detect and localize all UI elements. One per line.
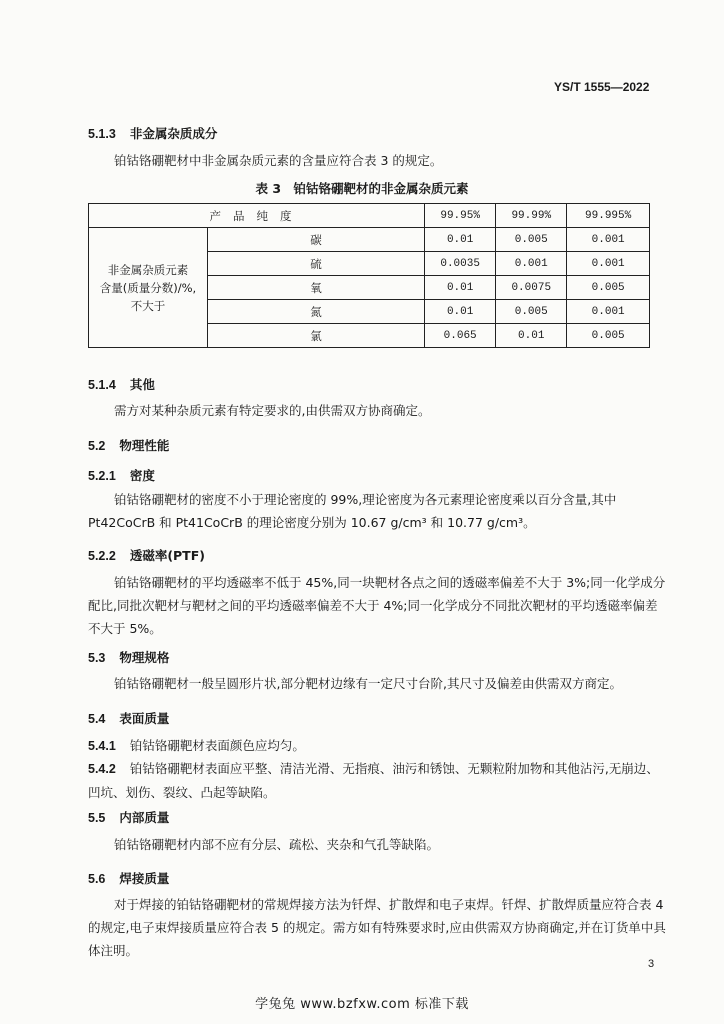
element-cell: 氮	[208, 300, 425, 324]
standard-code: YS/T 1555—2022	[554, 80, 650, 94]
section-5-1-4-text: 需方对某种杂质元素有特定要求的,由供需双方协商确定。	[114, 403, 431, 418]
section-title: 焊接质量	[119, 871, 170, 886]
value-cell: 0.01	[425, 276, 496, 300]
value-cell: 0.001	[567, 300, 650, 324]
value-cell: 0.01	[425, 228, 496, 252]
section-number: 5.2.1	[88, 469, 116, 483]
page-number: 3	[648, 958, 655, 970]
section-number: 5.4.2	[88, 762, 116, 776]
section-5-4-2	[88, 757, 668, 804]
section-5-2-1-text-line-2: Pt42CoCrB 和 Pt41CoCrB 的理论密度分别为 10.67 g/cm³ 和 10.77 g/cm³。	[88, 515, 536, 530]
section-5-2-1-heading	[88, 466, 155, 484]
section-number: 5.2	[88, 439, 106, 453]
section-title: 密度	[129, 468, 155, 483]
value-cell: 0.005	[496, 228, 567, 252]
section-title: 表面质量	[119, 711, 170, 726]
value-cell: 0.005	[567, 324, 650, 348]
table-3	[88, 203, 650, 348]
section-5-3-heading	[88, 648, 169, 666]
section-5-4-1-text: 铂钴铬硼靶材表面颜色应均匀。	[129, 738, 305, 753]
value-cell: 0.065	[425, 324, 496, 348]
section-title: 内部质量	[119, 810, 170, 825]
section-number: 5.2.2	[88, 549, 116, 563]
section-number: 5.1.4	[88, 378, 116, 392]
section-5-2-heading	[88, 436, 169, 454]
section-number: 5.5	[88, 811, 106, 825]
value-cell: 0.01	[425, 300, 496, 324]
section-5-5-heading	[88, 808, 169, 826]
table-header-row	[89, 204, 650, 228]
footer-watermark: 学兔兔 www.bzfxw.com 标准下载	[255, 997, 469, 1012]
section-title: 透磁率(PTF)	[129, 548, 205, 563]
table-3-caption: 表 3 铂钴铬硼靶材的非金属杂质元素	[255, 181, 469, 196]
row-group-label: 非金属杂质元素 含量(质量分数)/%, 不大于	[89, 228, 208, 348]
section-5-3-text: 铂钴铬硼靶材一般呈圆形片状,部分靶材边缘有一定尺寸台阶,其尺寸及偏差由供需双方商定。	[114, 676, 622, 691]
section-5-5-text: 铂钴铬硼靶材内部不应有分层、疏松、夹杂和气孔等缺陷。	[114, 837, 440, 852]
value-cell: 0.001	[496, 252, 567, 276]
purity-column-header: 99.99%	[496, 204, 567, 228]
section-number: 5.1.3	[88, 127, 116, 141]
table-row	[89, 228, 650, 252]
section-title: 非金属杂质成分	[129, 126, 218, 141]
value-cell: 0.01	[496, 324, 567, 348]
section-title: 物理性能	[119, 438, 170, 453]
section-5-1-4-heading	[88, 375, 155, 393]
element-cell: 氧	[208, 276, 425, 300]
value-cell: 0.001	[567, 228, 650, 252]
section-number: 5.6	[88, 872, 106, 886]
element-cell: 氯	[208, 324, 425, 348]
section-5-6-text: 对于焊接的铂钴铬硼靶材的常规焊接方法为钎焊、扩散焊和电子束焊。钎焊、扩散焊质量应符合表 4 的规定,电子束焊接质量应符合表 5 的规定。需方如有特殊要求时,应由供需双方协商确定,并在订货单中具体注明。	[88, 897, 666, 958]
element-cell: 碳	[208, 228, 425, 252]
value-cell: 0.005	[567, 276, 650, 300]
value-cell: 0.001	[567, 252, 650, 276]
section-5-6-heading	[88, 869, 169, 887]
section-5-1-3-text: 铂钴铬硼靶材中非金属杂质元素的含量应符合表 3 的规定。	[114, 153, 443, 168]
section-5-1-3-heading	[88, 124, 217, 142]
element-cell: 硫	[208, 252, 425, 276]
value-cell: 0.0075	[496, 276, 567, 300]
value-cell: 0.005	[496, 300, 567, 324]
section-number: 5.4	[88, 712, 106, 726]
section-number: 5.4.1	[88, 739, 116, 753]
purity-column-header: 99.95%	[425, 204, 496, 228]
section-5-2-2-heading	[88, 546, 205, 564]
purity-header-label: 产品纯度	[89, 204, 425, 228]
purity-column-header: 99.995%	[567, 204, 650, 228]
section-5-4-1	[88, 734, 668, 758]
section-5-4-heading	[88, 709, 169, 727]
value-cell: 0.0035	[425, 252, 496, 276]
section-number: 5.3	[88, 651, 106, 665]
section-title: 物理规格	[119, 650, 170, 665]
section-5-2-1-text-line-1: 铂钴铬硼靶材的密度不小于理论密度的 99%,理论密度为各元素理论密度乘以百分含量,其中	[114, 492, 617, 507]
section-title: 其他	[129, 377, 155, 392]
section-5-4-2-text: 铂钴铬硼靶材表面应平整、清洁光滑、无指痕、油污和锈蚀、无颗粒附加物和其他沾污,无崩边、凹坑、划伤、裂纹、凸起等缺陷。	[88, 761, 659, 800]
section-5-2-2-text: 铂钴铬硼靶材的平均透磁率不低于 45%,同一块靶材各点之间的透磁率偏差不大于 3%;同一化学成分配比,同批次靶材与靶材之间的平均透磁率偏差不大于 4%;同一化学成分不同批次靶材的平均透磁率偏差不大于 5%。	[88, 575, 666, 636]
